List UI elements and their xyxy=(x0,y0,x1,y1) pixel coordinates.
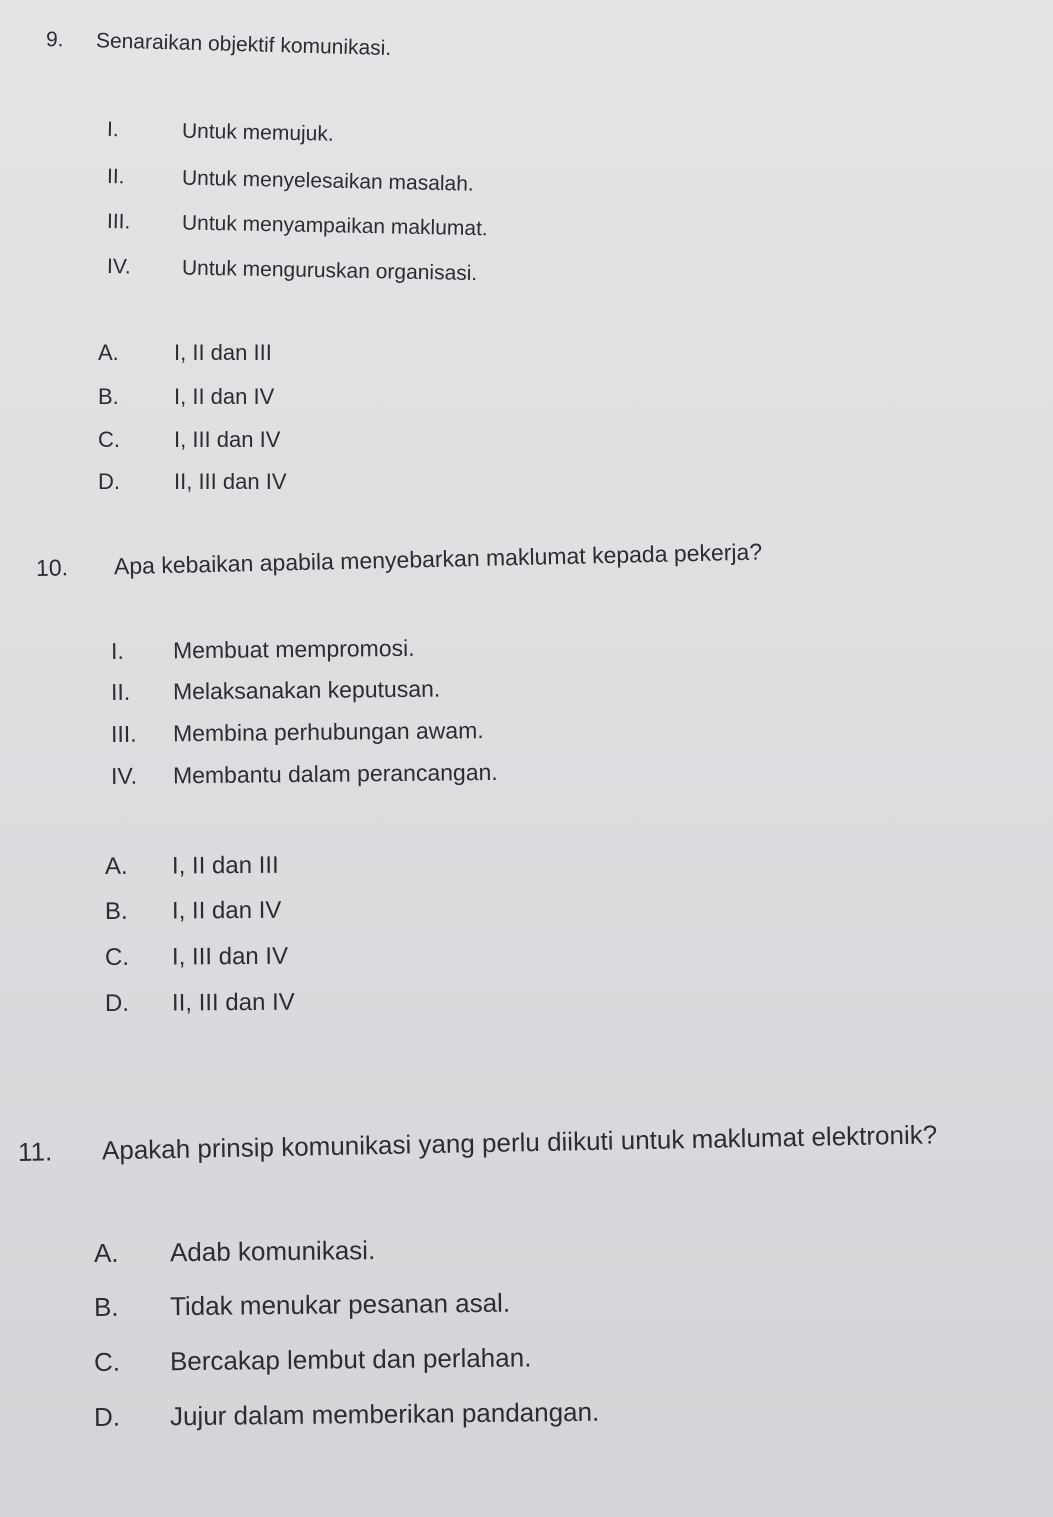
statement-item xyxy=(111,635,415,665)
answer-option[interactable] xyxy=(98,469,287,495)
statement-text: Melaksanakan keputusan. xyxy=(172,675,441,705)
option-text: Tidak menukar pesanan asal. xyxy=(169,1287,511,1322)
statement-item xyxy=(107,210,488,241)
option-label: C. xyxy=(93,1346,121,1377)
answer-option[interactable] xyxy=(94,1235,376,1269)
option-label: A. xyxy=(104,852,128,880)
option-label: B. xyxy=(93,1291,119,1322)
option-text: I, II dan IV xyxy=(174,384,275,409)
option-label: D. xyxy=(98,469,120,494)
option-text: Jujur dalam memberikan pandangan. xyxy=(169,1396,600,1432)
option-text: I, II dan III xyxy=(174,340,272,365)
option-text: I, III dan IV xyxy=(171,942,289,971)
statement-item xyxy=(111,676,440,706)
statement-text: Untuk menguruskan organisasi. xyxy=(181,256,478,286)
option-label: A. xyxy=(98,340,119,365)
option-text: I, III dan IV xyxy=(174,427,281,452)
answer-option[interactable] xyxy=(94,1397,600,1433)
question-9-stem xyxy=(46,28,392,61)
statement-text: Untuk memujuk. xyxy=(181,119,334,146)
answer-option[interactable] xyxy=(98,340,272,366)
option-text: I, II dan IV xyxy=(171,896,282,925)
question-10-stem xyxy=(36,539,763,582)
option-label: D. xyxy=(104,989,130,1017)
statement-item xyxy=(107,165,474,197)
statement-label: I. xyxy=(110,637,124,664)
statement-label: III. xyxy=(106,210,131,234)
statement-text: Membantu dalam perancangan. xyxy=(172,758,498,789)
answer-option[interactable] xyxy=(94,1288,510,1323)
statement-text: Membuat mempromosi. xyxy=(172,634,415,664)
statement-text: Membina perhubungan awam. xyxy=(172,717,484,747)
option-text: I, II dan III xyxy=(171,851,279,880)
statement-item xyxy=(111,759,498,790)
question-number: 9. xyxy=(45,28,64,52)
statement-label: II. xyxy=(110,678,131,705)
option-text: Bercakap lembut dan perlahan. xyxy=(169,1342,532,1377)
question-text: Apakah prinsip komunikasi yang perlu diikuti untuk maklumat elektronik? xyxy=(101,1119,938,1166)
statement-text: Untuk menyelesaikan masalah. xyxy=(181,166,474,196)
question-text: Senaraikan objektif komunikasi. xyxy=(95,29,392,61)
statement-item xyxy=(107,255,478,286)
answer-option[interactable] xyxy=(105,943,288,972)
statement-item xyxy=(111,717,484,748)
statement-label: I. xyxy=(106,118,119,142)
statement-label: II. xyxy=(106,165,125,189)
answer-option[interactable] xyxy=(98,384,274,410)
option-label: A. xyxy=(93,1237,119,1268)
answer-option[interactable] xyxy=(94,1342,532,1378)
option-label: C. xyxy=(104,943,130,971)
option-text: II, III dan IV xyxy=(174,469,287,494)
statement-label: IV. xyxy=(110,762,138,789)
question-11-stem xyxy=(18,1119,938,1168)
question-number: 11. xyxy=(17,1136,53,1167)
question-number: 10. xyxy=(35,554,69,581)
statement-item xyxy=(107,118,334,147)
statement-label: III. xyxy=(110,720,137,747)
answer-option[interactable] xyxy=(105,897,282,926)
option-text: II, III dan IV xyxy=(171,988,295,1017)
option-label: D. xyxy=(93,1401,121,1432)
statement-label: IV. xyxy=(106,255,131,279)
option-label: B. xyxy=(98,384,119,409)
question-text: Apa kebaikan apabila menyebarkan maklumat kepada pekerja? xyxy=(113,538,763,580)
answer-option[interactable] xyxy=(105,989,295,1018)
option-label: C. xyxy=(98,427,120,452)
answer-option[interactable] xyxy=(98,427,280,453)
option-label: B. xyxy=(104,897,128,925)
option-text: Adab komunikasi. xyxy=(169,1235,376,1268)
answer-option[interactable] xyxy=(105,852,279,881)
statement-text: Untuk menyampaikan maklumat. xyxy=(181,211,488,241)
